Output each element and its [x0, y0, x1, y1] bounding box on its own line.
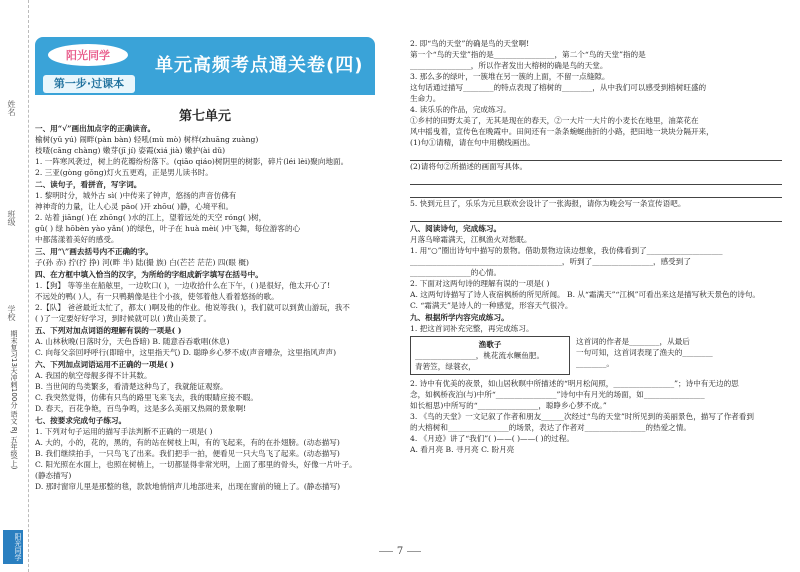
question-line: 风中摇曳着，宣传色在晚霞中。田间还有一条条蜿蜒曲折的小路，把田地一块块分隔开来， — [410, 127, 714, 136]
poem-question: 一句可知，这首词表现了渔夫的________ — [576, 348, 713, 357]
question-line: D. 那时窗帘儿里是那整的毯，款款地悄悄声儿地部进来，出现在窗前的镜上了。(静态描写) — [35, 482, 341, 491]
question-line: B. 我们继续拍手，一只鸟飞了出来。我们把手一拍，便看见一只大鸟飞了起来。(动态描写) — [35, 449, 340, 458]
binding-margin — [0, 0, 29, 572]
question-line: (1)句①请精，请在句中用横线画出。 — [410, 138, 535, 147]
question-line: 生命力。 — [410, 94, 441, 103]
school-label: 学校 — [7, 305, 16, 321]
question-line: 2.【队】 爸爸最近太忙了，都太( )啊及他的作业。他说等我( )，我们就可以到黄山游玩，我不 — [35, 303, 350, 312]
question-line: 第一个“鸟的天堂”指的是________________，第二个“鸟的天堂”指的是 — [410, 50, 646, 59]
class-label: 班级 — [7, 210, 16, 226]
question-line: C. “霜满天”是诗人的一种感觉，形容天气很冷。 — [410, 301, 573, 310]
question-line: 月落乌啼霜满天，江枫渔火对愁眠。 — [410, 235, 532, 244]
logo-text: 阳光同学 — [66, 49, 110, 62]
page-title: 单元高频考点通关卷(四) — [155, 55, 364, 76]
question-line: 念，如枫桥夜泊(与)中所“________________”诗句中有月光的场面，如________________ — [410, 390, 705, 399]
question-line: 3. 那么多的绿叶，一簇堆在另一簇的上面，不留一点缝隙。 — [410, 72, 610, 81]
unit-heading: 第七单元 — [178, 109, 231, 124]
question-line: 4. 《月迹》讲了“我们”( )——( )——( )的过程。 — [410, 434, 574, 443]
poem-box — [410, 336, 570, 375]
answer-line[interactable] — [410, 187, 782, 198]
question-line: A. 山林秋晚(日落时分，天色昏暗) B. 随意吞吞歌唱(休息) — [35, 337, 230, 346]
question-line: 如长相思)中所写的“________________，聪睁乡心梦不成。” — [410, 401, 607, 410]
answer-line[interactable] — [410, 211, 782, 222]
right-column — [410, 38, 782, 455]
question-line: ( )了一定要好好学习，到时候就可以( )黄山美景了。 — [35, 314, 212, 323]
question-line: 1. 把这首词补充完整，再完成练习。 — [410, 324, 534, 333]
poem-block — [410, 336, 782, 375]
question-line: (2)请将句②所描述的画面写具体。 — [410, 162, 528, 171]
poem-line: 青箬笠，绿蓑衣， — [415, 362, 476, 371]
question-line: 1. 下列对句子运用的描写手法判断不正确的一项是( ) — [35, 427, 213, 436]
question-line: C. 向每父亲回呼呼行(即暗中，这里指天气) D. 聪睁乡心梦不成(声音嘈杂，这里指风声声) — [35, 348, 337, 357]
spine-text: 期末复习13天冲刺100分 语文 RJ 五年级(上) — [10, 330, 18, 470]
section-heading: 三、用“\”画去括号内不正确的字。 — [35, 247, 153, 256]
poem-question: 这首词的作者是________，从最后 — [576, 337, 690, 346]
poem-line: ________________，桃花流水鳜鱼肥。 — [415, 351, 545, 360]
question-line: ________________，所以作者发出大榕树的确是鸟的天堂。 — [410, 61, 608, 70]
question-line: ________________________________________，听到了________________，感受到了 — [410, 257, 691, 266]
name-label: 姓名 — [7, 100, 16, 116]
section-heading: 七、按要求完成句子练习。 — [35, 416, 127, 425]
question-line: A. 看月亮 B. 寻月亮 C. 盼月亮 — [410, 445, 515, 454]
question-line: 神神奇的力量，让人心灵 pāo( )开 zhōu( )静，心境平和。 — [35, 202, 234, 211]
question-line: 子(孙 赤) 拧(拧 挣) 河(畔 半) 陆(撮 族) 白(芒芒 茫茫) 四(眼 概) — [35, 258, 249, 267]
question-line: 这句话通过描写________的特点表现了榕树的________，从中我们可以感受到榕树旺盛的 — [410, 83, 707, 92]
section-heading: 五、下列对加点词语的理解有误的一项是( ) — [35, 326, 182, 335]
step-label: 第一步·过课本 — [43, 75, 135, 93]
question-line: D. 春天，百花争艳，百鸟争鸣，这是多么美丽又热闹的景象啊! — [35, 404, 247, 413]
question-line: 1.【狗】 等等坐在船舷里，一边吹口( )，一边收拾什么在下午，( )是很好，他太开心了! — [35, 281, 331, 290]
question-line: A. 这两句诗描写了诗人夜宿枫桥的所见所闻。 B. 从“霜满天”“江枫”可看出来这是描写秋天景色的诗句。 — [410, 290, 761, 299]
answer-line[interactable] — [410, 150, 782, 161]
section-heading: 八、阅读诗句，完成练习。 — [410, 224, 502, 233]
answer-line[interactable] — [410, 174, 782, 185]
section-heading: 六、下列加点词语运用不正确的一项是( ) — [35, 360, 174, 369]
question-line: A. 我国的航空母舰多得不计其数。 — [35, 371, 152, 380]
question-line: 2. 即“鸟的天堂”的确是鸟的天堂啊! — [410, 39, 530, 48]
question-line: (静态描写) — [35, 471, 72, 480]
question-line: 榆树(yǔ yú) 闹畔(pàn bàn) 轻吼(mù mò) 树样(zhuāng zuàng) — [35, 135, 259, 144]
question-line: B. 当世间的鸟类繁多，看清楚这种鸟了，我就能证观察。 — [35, 382, 228, 391]
question-line: 2. 三亚(gòng gǒng)灯火五更鸡，正是男儿读书时。 — [35, 168, 213, 177]
section-heading: 一、用“√”画出加点字的正确读音。 — [35, 124, 156, 133]
question-line: 中都荡漾着美好的感受。 — [35, 235, 119, 244]
question-line: 4. 读乐乐的作品，完成练习。 — [410, 105, 511, 114]
section-heading: 四、在方框中填入恰当的汉字，为所给的字组成新字填写在括号中。 — [35, 270, 263, 279]
question-line: 2. 下面对这两句诗的理解有误的一项是( ) — [410, 279, 550, 288]
question-line: 2. 站着 jiāng( )在 zhōng( )水的江上，望着远处的天空 róng( )树， — [35, 213, 267, 222]
question-line: 1. 一阵寒风袭过，树上的花瓣纷纷落下。(qiāo qiáo)树阴里的树影，碎片(léi lèi)聚向地面。 — [35, 157, 349, 166]
left-column — [35, 122, 380, 492]
logo-icon — [43, 41, 133, 69]
poem-title: 渔歌子 — [478, 340, 502, 349]
question-line: 1. 用“○”圈出诗句中描写的景物。借助景物边读边想象，我仿佛看到了____________________ — [410, 246, 723, 255]
question-line: 1. 黎明时分，城外古 sì( )中传来了钟声，悠扬的声音仿佛有 — [35, 191, 237, 200]
brand-label: 阳光同学 — [3, 530, 23, 564]
question-line: 枝喳(cāng chàng) 嫩芽(jī jí) 姿霞(xiá jià) 嫩护(ài dǔ) — [35, 146, 226, 155]
question-line: 5. 快到元旦了，乐乐为元旦联欢会设计了一张海报，请你为晚会写一条宣传语吧。 — [410, 199, 686, 208]
poem-question: ________。 — [576, 359, 614, 368]
question-line: A. 大的，小的，花的，黑的，有的站在树枝上叫，有的飞起来，有的在扑翅膀。(动态描写) — [35, 438, 340, 447]
question-line: gǔ( ) 绿 hōbèn yào yǎn( )的绿色，叶子在 huà mèi( )中飞舞，每位游客的心 — [35, 224, 301, 233]
section-heading: 二、读句子，看拼音，写字词。 — [35, 180, 142, 189]
question-line: 3. 《鸟的天堂》一文记叙了作者和朋友______次经过“鸟的天堂”时所见到的美丽景色，描写了作者看到 — [410, 412, 754, 421]
question-line: ①乡村的田野太美了，无其是现在的春天，②一大片一大片的小麦长在地里，油菜花在 — [410, 116, 699, 125]
question-line: 不远处的鸭( )人，有一只鸭鹅像是往个小孩，使邻着他人看着悠扬的歌。 — [35, 292, 279, 301]
page-number: 7 — [370, 546, 430, 557]
question-line: ________________的心情。 — [410, 268, 502, 277]
question-line: C. 我突然觉得，仿佛有只鸟的路里飞来飞去，我的眼睛应接不暇。 — [35, 393, 258, 402]
poem-questions — [576, 336, 776, 369]
question-line: 的大榕树和________________的场景，表达了作者对________________的热爱之情。 — [410, 423, 691, 432]
header-banner — [35, 37, 375, 95]
question-line: 2. 诗中有优美的夜景，如山居秋暝中所描述的“明月松间照，________________”；诗中有无边的思 — [410, 379, 739, 388]
section-heading: 九、根据所学内容完成练习。 — [410, 313, 509, 322]
question-line: C. 阳光照在水面上，也照在树梢上，一切都显得非常光明，上面了那里的骨头，好像一片叶子。 — [35, 460, 357, 469]
